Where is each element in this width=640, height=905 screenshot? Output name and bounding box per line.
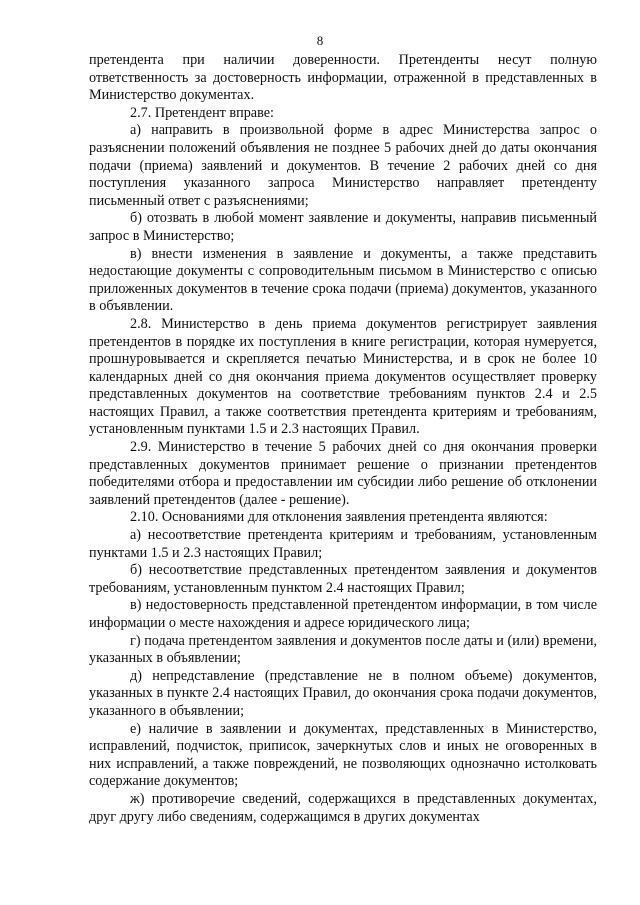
paragraph-2-9: 2.9. Министерство в течение 5 рабочих дней со дня окончания проверки представленных документов принимает решение о признании претендентов победителями отбора и предоставлении им субсидии либо решение об отклонении заявлений претендентов (далее - решение). <box>89 439 597 508</box>
page-number: 8 <box>316 33 324 48</box>
paragraph-2-10-e: е) наличие в заявлении и документах, представленных в Министерство, исправлений, подчисток, приписок, зачеркнутых слов и иных не оговоренных в них исправлений, а также повреждений, не позволяющих однозначно истолковать содержание документов; <box>89 720 597 790</box>
paragraph-2-10-b: б) несоответствие представленных претендентом заявления и документов требованиям, установленным пунктом 2.4 настоящих Правил; <box>89 562 597 596</box>
paragraph-2-10-g: г) подача претендентом заявления и документов после даты и (или) времени, указанных в объявлении; <box>89 632 597 667</box>
paragraph-2-7-a: а) направить в произвольной форме в адрес Министерства запрос о разъяснении положений объявления не позднее 5 рабочих дней до даты окончания подачи (приема) заявлений и документов. В течение 2 рабочих дней со дня поступления указанного запроса Министерство направляет претенденту письменный ответ с разъяснениями; <box>89 122 597 209</box>
paragraph-2-7-b: б) отозвать в любой момент заявление и документы, направив письменный запрос в Министерство; <box>89 210 597 244</box>
paragraph-continuation: претендента при наличии доверенности. Претенденты несут полную ответственность за достоверность информации, отраженной в представленных в Министерство документах. <box>89 52 597 104</box>
paragraph-2-10-heading: 2.10. Основаниями для отклонения заявления претендента являются: <box>130 509 548 526</box>
paragraph-2-10-v: в) недостоверность представленной претендентом информации, в том числе информации о месте нахождения и адресе юридического лица; <box>89 597 597 631</box>
paragraph-2-10-d: д) непредставление (представление не в полном объеме) документов, указанных в пункте 2.4 настоящих Правил, до окончания срока подачи документов, указанного в объявлении; <box>89 667 597 719</box>
paragraph-2-10-a: а) несоответствие претендента критериям и требованиям, установленным пунктами 1.5 и 2.3 настоящих Правил; <box>89 527 597 561</box>
paragraph-2-10-zh: ж) противоречие сведений, содержащихся в представленных документах, друг другу либо сведениям, содержащимся в других документах <box>89 790 597 825</box>
paragraph-2-8: 2.8. Министерство в день приема документов регистрирует заявления претендентов в порядке их поступления в книге регистрации, которая нумеруется, прошнуровывается и скрепляется печатью Министерства, и в срок не более 10 календарных дней со дня окончания приема документов осуществляет проверку представленных документов на соответствие требованиям пунктов 2.4 и 2.5 настоящих Правил, а также соответствия претендента критериям и требованиям, установленным пунктами 1.5 и 2.3 настоящих Правил. <box>89 315 597 438</box>
paragraph-2-7-v: в) внести изменения в заявление и документы, а также представить недостающие документы с сопроводительным письмом в Министерство с описью приложенных документов в течение срока подачи (приема) документов, указанного в объявлении. <box>89 245 597 315</box>
paragraph-2-7-heading: 2.7. Претендент вправе: <box>130 104 274 121</box>
document-body <box>89 52 597 826</box>
